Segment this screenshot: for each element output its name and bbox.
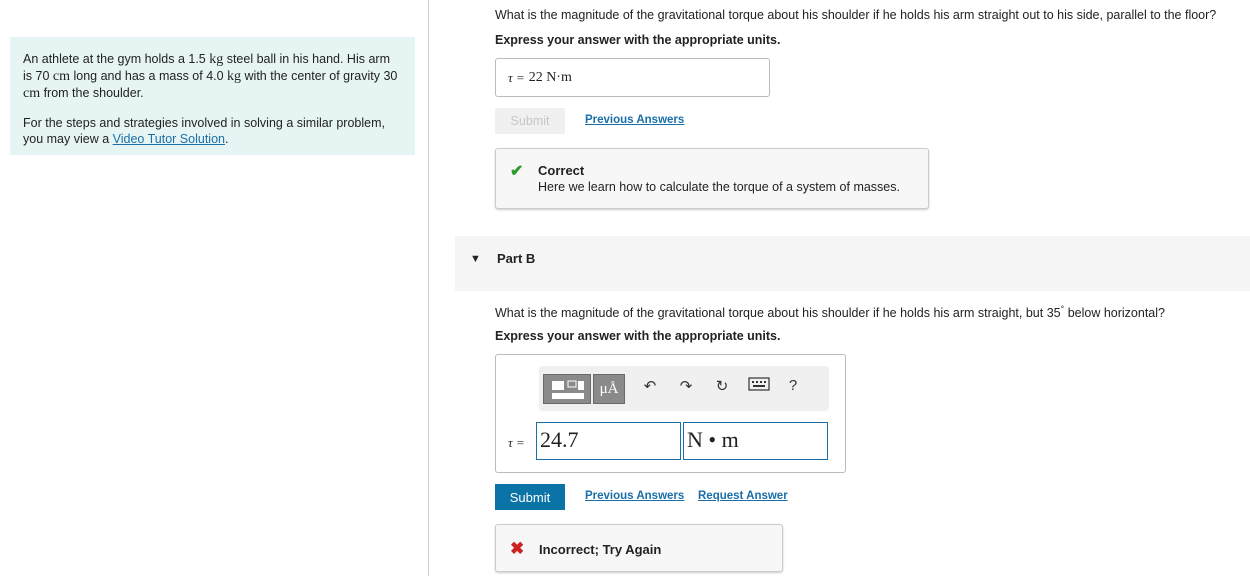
help-icon[interactable]: ? bbox=[788, 377, 798, 394]
keyboard-icon[interactable] bbox=[747, 377, 771, 395]
request-answer-link[interactable]: Request Answer bbox=[698, 490, 788, 502]
video-tutor-link[interactable]: Video Tutor Solution bbox=[112, 132, 225, 146]
template-button[interactable] bbox=[543, 374, 591, 404]
check-icon: ✔ bbox=[510, 163, 524, 180]
template-icon bbox=[544, 375, 592, 405]
value-input[interactable]: 24.7 bbox=[536, 422, 681, 460]
tau-symbol: τ = bbox=[508, 435, 525, 450]
x-icon: ✖ bbox=[510, 539, 525, 558]
partA-feedback bbox=[495, 148, 929, 209]
partB-previous-answers-link[interactable]: Previous Answers bbox=[585, 490, 685, 502]
tau-symbol: τ = bbox=[508, 69, 525, 85]
problem-statement bbox=[10, 37, 415, 155]
right-pane bbox=[430, 0, 1250, 576]
partA-previous-answers-link[interactable]: Previous Answers bbox=[585, 114, 685, 126]
collapse-triangle-icon[interactable]: ▼ bbox=[470, 253, 481, 265]
partB-title: Part B bbox=[497, 251, 536, 266]
partB-instruction: Express your answer with the appropriate units. bbox=[495, 329, 781, 343]
incorrect-message: Incorrect; Try Again bbox=[539, 542, 662, 557]
partA-answer-display bbox=[495, 58, 770, 97]
math-toolbar bbox=[539, 366, 829, 411]
units-button[interactable]: μÅ bbox=[593, 374, 625, 404]
redo-icon[interactable]: ↷ bbox=[679, 378, 693, 395]
partA-answer-value: 22 N·m bbox=[528, 69, 572, 85]
undo-icon[interactable]: ↶ bbox=[643, 378, 657, 395]
partB-header[interactable] bbox=[455, 236, 1250, 291]
partA-instruction: Express your answer with the appropriate units. bbox=[495, 33, 781, 47]
video-hint: For the steps and strategies involved in solving a similar problem, you may view a Video Tutor Solution. bbox=[23, 116, 385, 146]
partB-question: What is the magnitude of the gravitational torque about his shoulder if he holds his arm straight, but 35° below horizontal? bbox=[495, 304, 1165, 321]
left-pane bbox=[0, 0, 429, 576]
reset-icon[interactable]: ↻ bbox=[715, 378, 729, 395]
answer-editor bbox=[495, 354, 846, 473]
units-input[interactable]: N • m bbox=[683, 422, 828, 460]
partB-feedback bbox=[495, 524, 783, 572]
partA-submit-button: Submit bbox=[495, 108, 565, 134]
problem-text: An athlete at the gym holds a 1.5 kg steel ball in his hand. His arm is 70 cm long and has a mass of 4.0 kg with the center of gravity 30 cm from the shoulder. bbox=[23, 52, 398, 101]
feedback-message: Here we learn how to calculate the torque of a system of masses. bbox=[538, 180, 900, 194]
feedback-title: Correct bbox=[538, 163, 585, 178]
partB-submit-button[interactable]: Submit bbox=[495, 484, 565, 510]
partA-question: What is the magnitude of the gravitational torque about his shoulder if he holds his arm straight out to his side, parallel to the floor? bbox=[495, 8, 1217, 22]
